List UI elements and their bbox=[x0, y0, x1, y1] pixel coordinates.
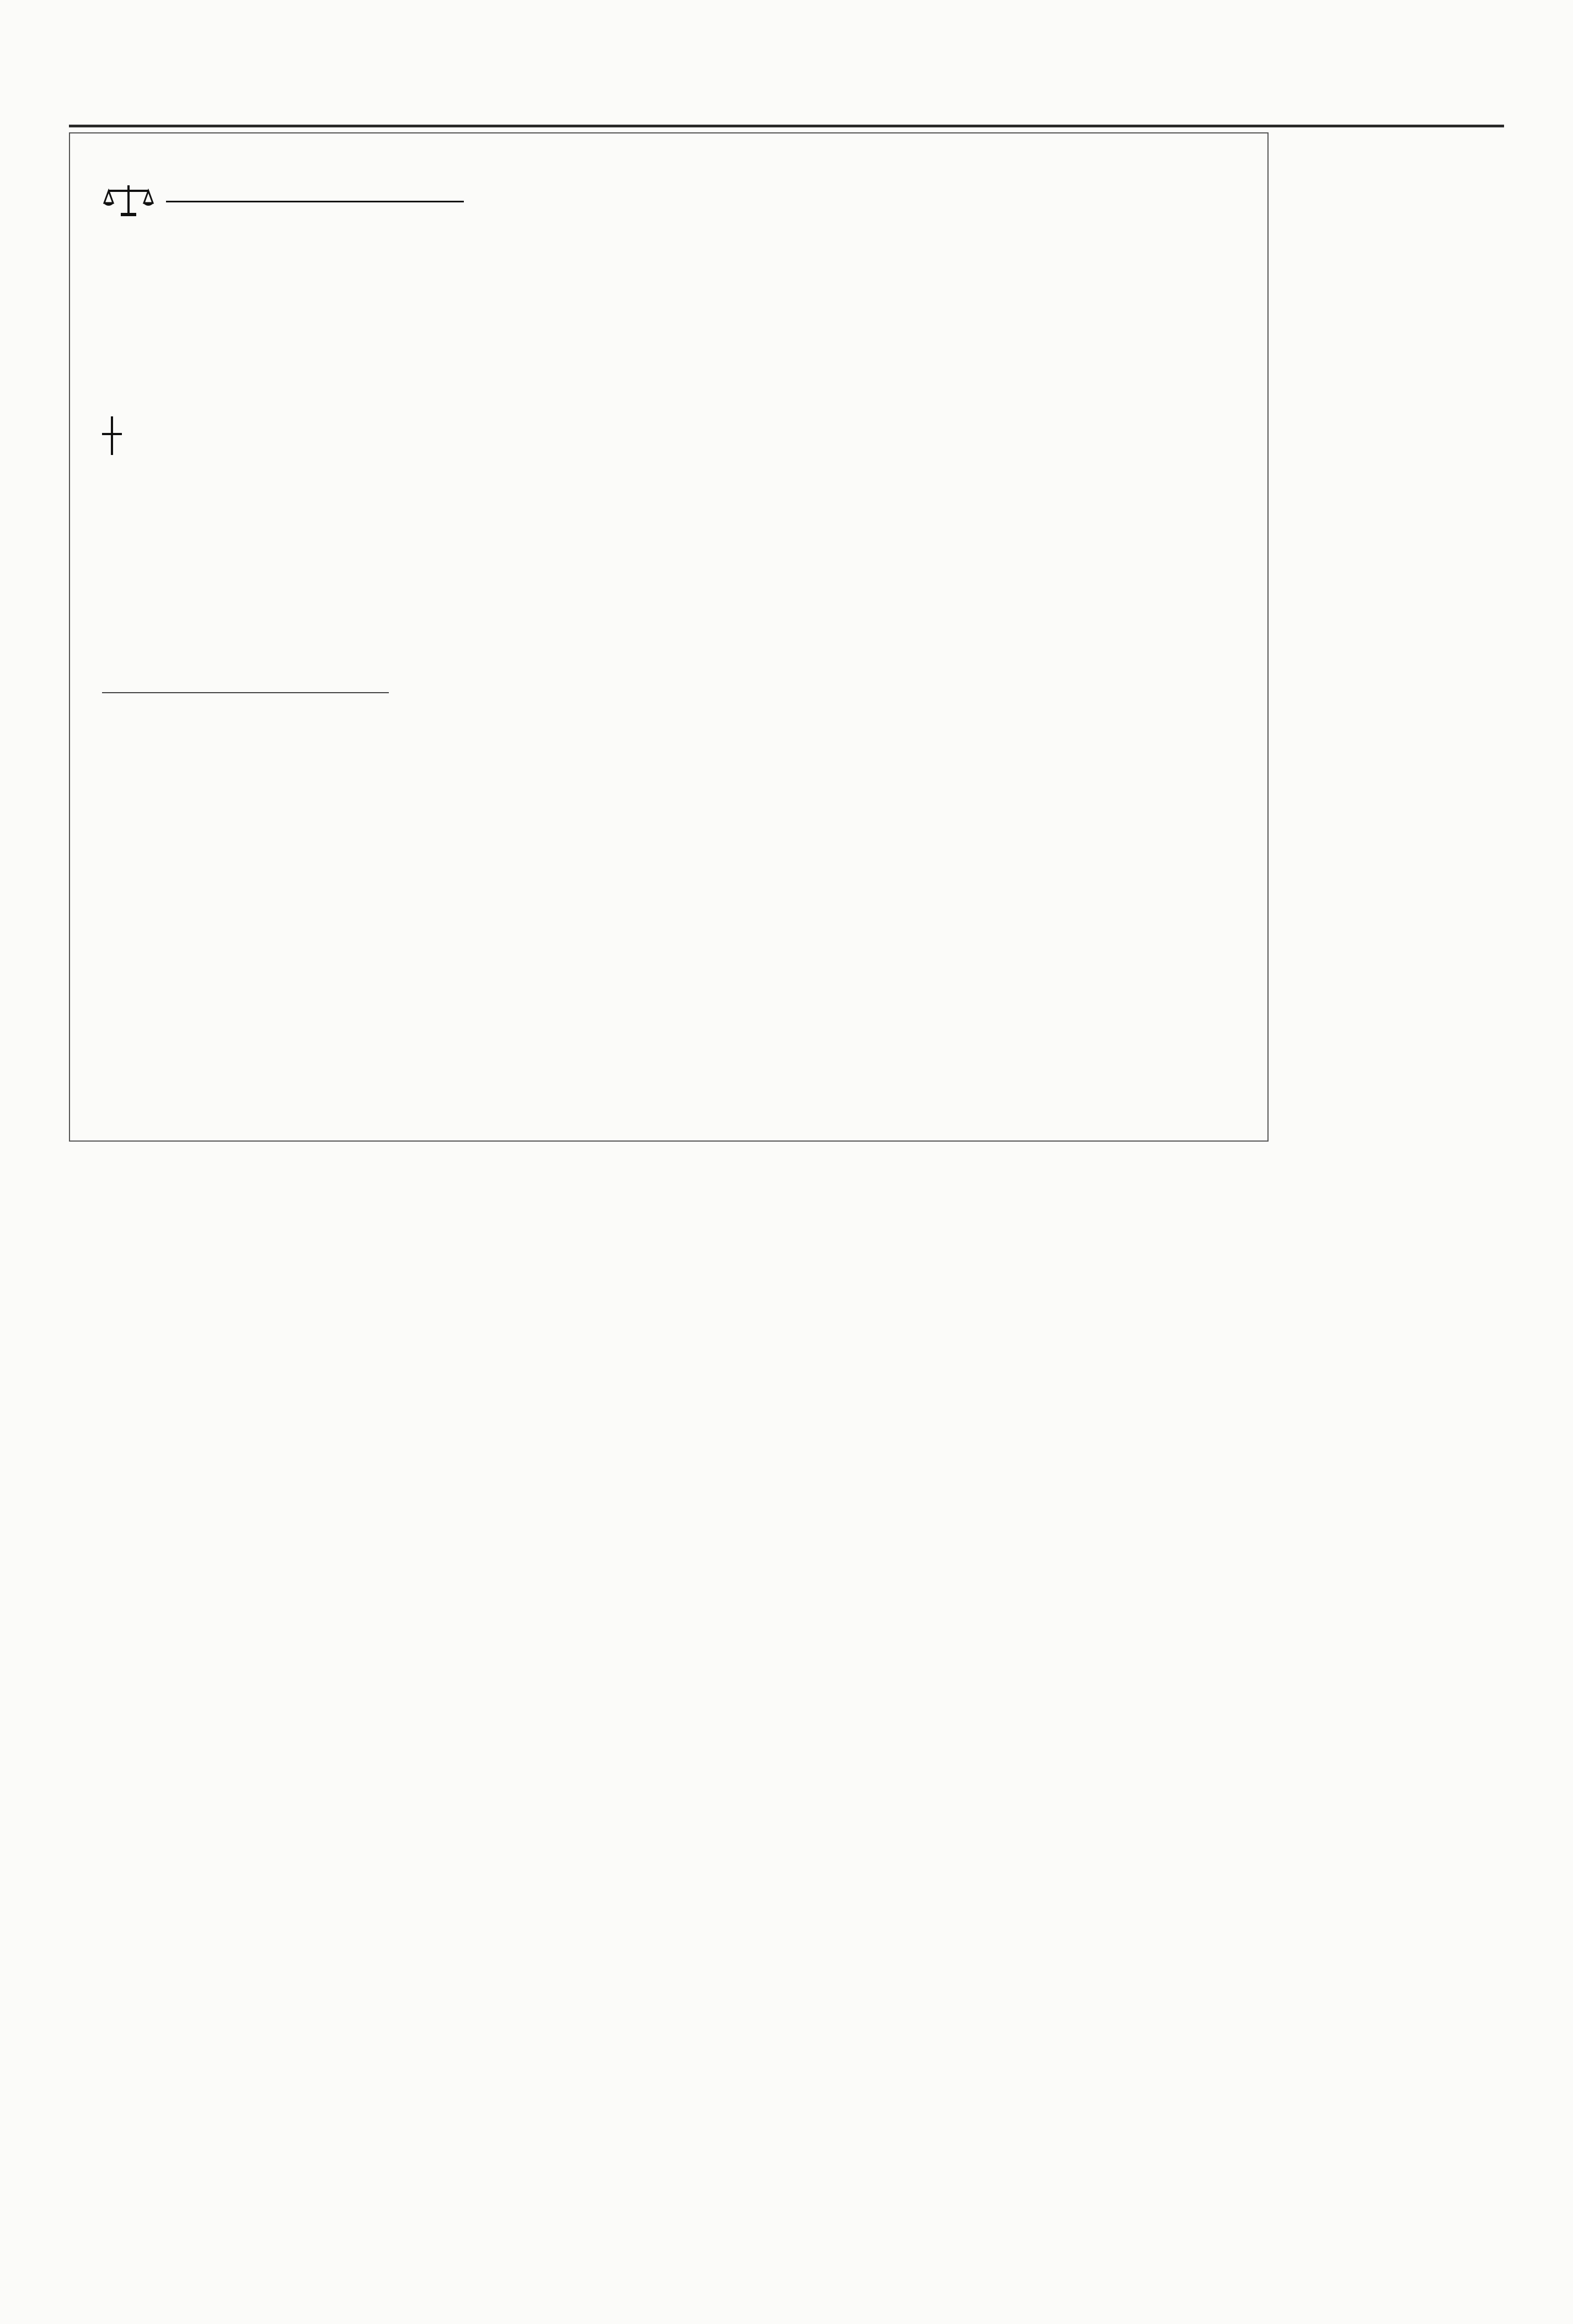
intro-block bbox=[102, 469, 389, 479]
scales-icon bbox=[102, 182, 155, 218]
article1-col1 bbox=[102, 764, 389, 795]
paragraph bbox=[102, 774, 389, 795]
article1-column bbox=[102, 182, 464, 218]
article1-frame bbox=[69, 132, 1269, 1142]
masthead-rule bbox=[69, 125, 1504, 127]
byline bbox=[102, 692, 389, 699]
pin-icon bbox=[102, 416, 122, 455]
column-label bbox=[166, 199, 464, 202]
